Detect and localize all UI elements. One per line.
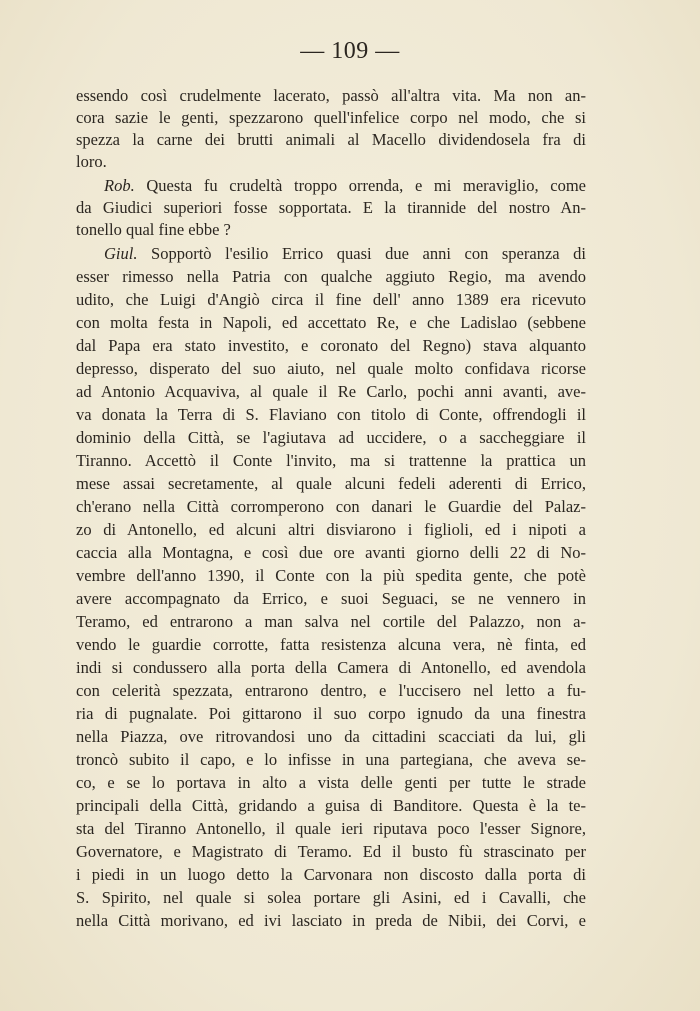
text-line: loro. [76, 152, 107, 171]
text-line: depresso, disperato del suo aiuto, nel quale molto confidava ricorse [76, 359, 586, 378]
text-line: nella Città morivano, ed ivi lasciato in preda de Nibii, dei Corvi, e [76, 911, 586, 930]
text-line: Governatore, e Magistrato di Teramo. Ed il busto fù strascinato per [76, 842, 586, 861]
text-line: i piedi in un luogo detto la Carvonara non discosto dalla porta di [76, 865, 586, 884]
dialogue-line [104, 176, 586, 196]
text-line: ria di pugnalate. Poi gittarono il suo corpo ignudo da una finestra [76, 704, 586, 723]
text-line: Tiranno. Accettò il Conte l'invito, ma si trattenne la prattica un [76, 451, 586, 470]
text-line: indi si condussero alla porta della Camera di Antonello, ed avendola [76, 658, 586, 677]
text-line: dominio della Città, se l'agiutava ad uccidere, o a saccheggiare il [76, 428, 586, 447]
text-line: troncò subito il capo, e lo infisse in una partegiana, che aveva se- [76, 750, 586, 769]
text-line: essendo così crudelmente lacerato, passò all'altra vita. Ma non an- [76, 86, 586, 105]
text-line: udito, che Luigi d'Angiò circa il fine dell' anno 1389 era ricevuto [76, 290, 586, 309]
dialogue-line [104, 244, 586, 264]
text-line: va donata la Terra di S. Flaviano con titolo di Conte, offrendogli il [76, 405, 586, 424]
text-line: S. Spirito, nel quale si solea portare gli Asini, ed i Cavalli, che [76, 888, 586, 907]
text-line: con celerità spezzata, entrarono dentro, e l'uccisero nel letto a fu- [76, 681, 586, 700]
text-line: Teramo, ed entrarono a man salva nel cortile del Palazzo, non a- [76, 612, 586, 631]
text-line: vendo le guardie corrotte, fatta resistenza alcuna vera, nè finta, ed [76, 635, 586, 654]
text-line: con molta festa in Napoli, ed accettato Re, e che Ladislao (sebbene [76, 313, 586, 332]
text-line: zo di Antonello, ed alcuni altri disviarono i figlioli, ed i nipoti a [76, 520, 586, 539]
speaker-label: Giul. [104, 244, 138, 263]
page-number: — 109 — [300, 38, 400, 64]
text-line: sta del Tiranno Antonello, il quale ieri riputava poco l'esser Signore, [76, 819, 586, 838]
text-line: co, e se lo portava in alto a vista delle genti per tutte le strade [76, 773, 586, 792]
text-line: nella Piazza, ove ritrovandosi uno da cittadini scacciati da lui, gli [76, 727, 586, 746]
speaker-label: Rob. [104, 176, 135, 195]
text-line: da Giudici superiori fosse sopportata. E la tirannide del nostro An- [76, 198, 586, 217]
text-line: cora sazie le genti, spezzarono quell'infelice corpo nel modo, che si [76, 108, 586, 127]
text-line: ad Antonio Acquaviva, al quale il Re Carlo, pochi anni avanti, ave- [76, 382, 586, 401]
text-line: mese assai secretamente, al quale alcuni fedeli aderenti di Errico, [76, 474, 586, 493]
text-line: spezza la carne dei brutti animali al Macello dividendosela fra di [76, 130, 586, 149]
text-line: principali della Città, gridando a guisa di Banditore. Questa è la te- [76, 796, 586, 815]
text-line: tonello qual fine ebbe ? [76, 220, 231, 239]
text-line: caccia alla Montagna, e così due ore avanti giorno delli 22 di No- [76, 543, 586, 562]
text-line: esser rimesso nella Patria con qualche aggiuto Regio, ma avendo [76, 267, 586, 286]
text-line: Sopportò l'esilio Errico quasi due anni con speranza di [151, 244, 586, 263]
text-line: dal Papa era stato investito, e coronato del Regno) stava alquanto [76, 336, 586, 355]
text-line: vembre dell'anno 1390, il Conte con la più spedita gente, che potè [76, 566, 586, 585]
text-line: avere accompagnato da Errico, e suoi Seguaci, se ne vennero in [76, 589, 586, 608]
text-line: Questa fu crudeltà troppo orrenda, e mi meraviglio, come [146, 176, 586, 195]
text-line: ch'erano nella Città corromperono con danari le Guardie del Palaz- [76, 497, 586, 516]
